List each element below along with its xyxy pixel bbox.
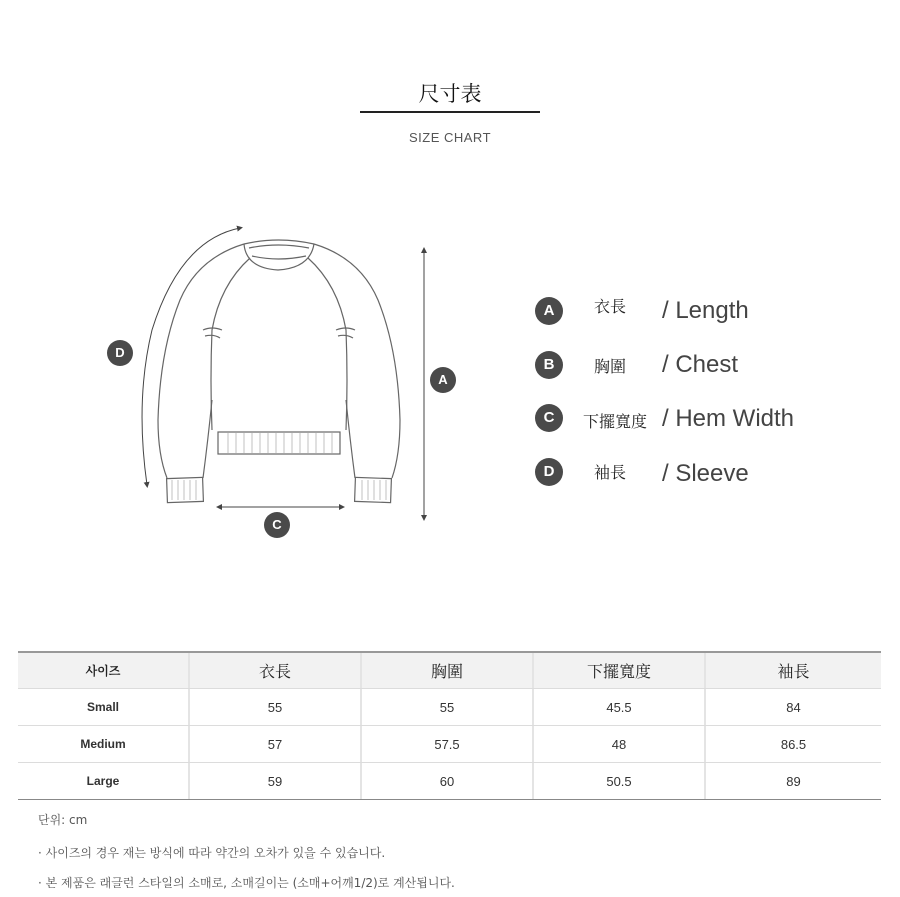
table-cell: 55 xyxy=(362,689,534,725)
page-title: 尺寸表 xyxy=(418,82,482,106)
table-cell: 89 xyxy=(786,773,801,789)
size-table xyxy=(18,651,881,800)
diagram-badge-sleeve: D xyxy=(107,340,133,366)
table-cell: 55 xyxy=(190,689,362,725)
table-cell: 60 xyxy=(362,763,534,799)
legend-label-english: / Chest xyxy=(662,351,739,378)
unit-label: 단위: cm xyxy=(38,813,88,827)
note-measurement: · 사이즈의 경우 재는 방식에 따라 약간의 오차가 있을 수 있습니다. xyxy=(38,846,386,860)
legend-label-native: 衣長 xyxy=(593,297,626,316)
table-cell: 84 xyxy=(786,699,801,715)
table-cell: Medium xyxy=(18,726,190,762)
table-row xyxy=(18,763,881,800)
table-cell: 57 xyxy=(190,726,362,762)
diagram-badge-hem: C xyxy=(264,512,290,538)
legend-label-english: / Hem Width xyxy=(662,405,795,432)
page-subtitle: SIZE CHART xyxy=(408,130,492,145)
diagram-badge-length: A xyxy=(430,367,456,393)
table-header-row xyxy=(18,651,881,689)
table-header-cell: 下擺寬度 xyxy=(534,653,706,688)
table-cell: 48 xyxy=(534,726,706,762)
table-cell: 59 xyxy=(190,763,362,799)
legend-badge-a: A xyxy=(535,297,563,325)
table-header-cell: 胸圍 xyxy=(362,653,534,688)
legend-label-native: 下擺寬度 xyxy=(582,412,647,431)
table-header-cell: 衣長 xyxy=(190,653,362,688)
table-cell: Large xyxy=(18,763,190,799)
table-cell: 86.5 xyxy=(780,736,807,752)
sleeve-measure-line xyxy=(142,228,240,485)
legend-badge-b: B xyxy=(535,351,563,379)
table-header-cell: 袖長 xyxy=(777,662,810,681)
note-raglan: · 본 제품은 래글런 스타일의 소매로, 소매길이는 (소매+어깨1/2)로 계산됩니다. xyxy=(38,876,455,890)
table-row xyxy=(18,689,881,726)
legend-label-native: 袖長 xyxy=(593,463,626,482)
table-cell: 45.5 xyxy=(534,689,706,725)
table-header-cell: 사이즈 xyxy=(18,653,190,688)
table-cell: Small xyxy=(18,689,190,725)
legend-label-native: 胸圍 xyxy=(593,357,626,376)
legend-badge-d: D xyxy=(535,458,563,486)
legend-label-english: / Length xyxy=(662,297,749,324)
legend-label-english: / Sleeve xyxy=(662,460,749,487)
legend-badge-c: C xyxy=(535,404,563,432)
table-row xyxy=(18,726,881,763)
table-cell: 50.5 xyxy=(534,763,706,799)
table-cell: 57.5 xyxy=(362,726,534,762)
sweater-outline xyxy=(158,240,400,503)
